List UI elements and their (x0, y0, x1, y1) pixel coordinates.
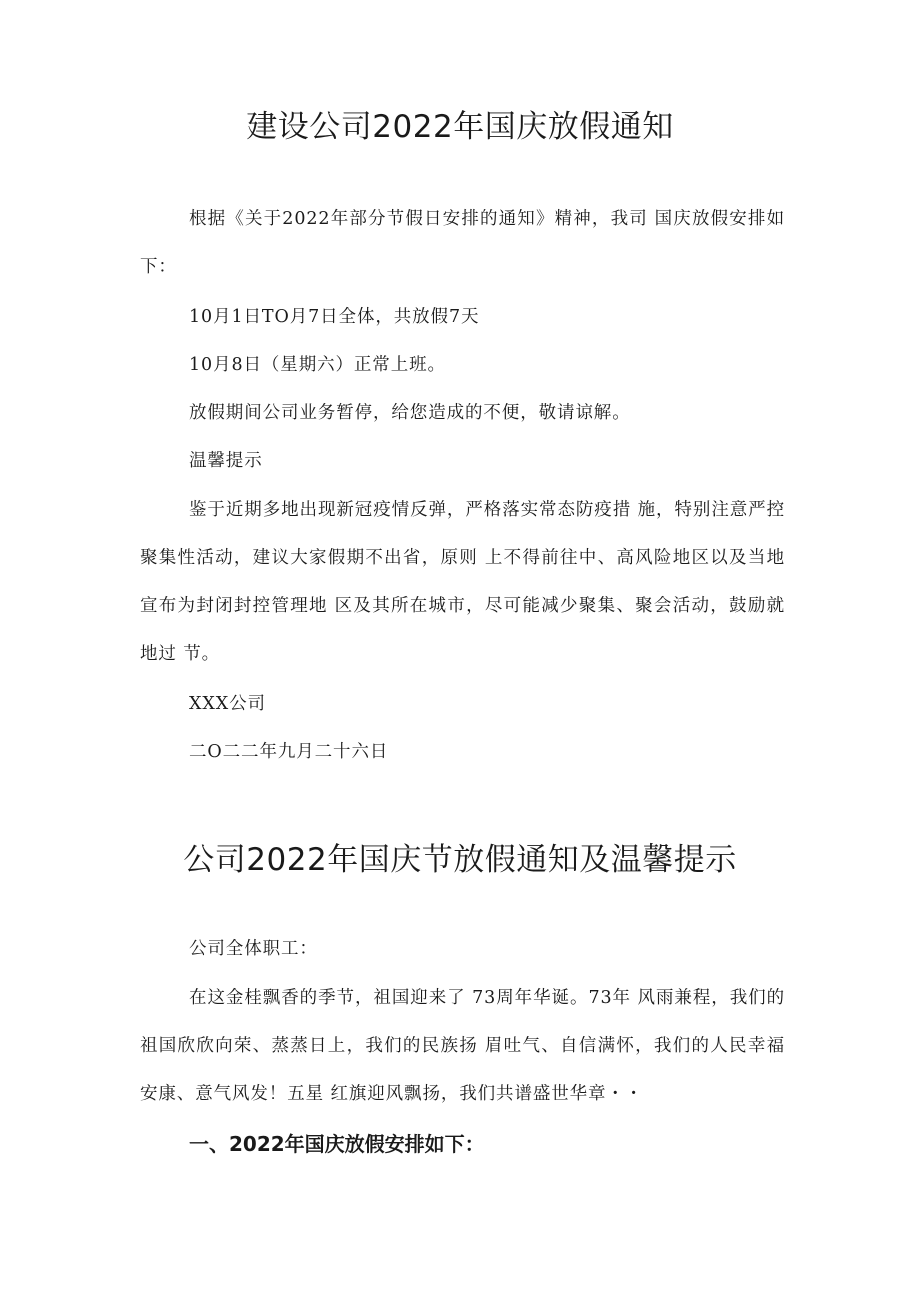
notice2-section-heading: 一、2022年国庆放假安排如下： (189, 1132, 485, 1156)
notice1-apology: 放假期间公司业务暂停，给您造成的不便，敬请谅解。 (189, 403, 631, 423)
notice1-tips-paragraph: 鉴于近期多地出现新冠疫情反弹，严格落实常态防疫措 施，特别注意严控聚集性活动，建议大家假期不出省，原则 上不得前往中、高风险地区以及当地宣布为封闭封控管理地 区及其所在城市，尽可能减少聚集、聚会活动，鼓励就地过 节。 (140, 500, 785, 664)
notice1-work-resume: 10月8日（星期六）正常上班。 (189, 355, 446, 375)
notice1-title: 建设公司2022年国庆放假通知 (246, 109, 674, 145)
notice1-tips-heading: 温馨提示 (189, 451, 263, 471)
notice2-salutation: 公司全体职工： (189, 939, 318, 959)
notice1-intro-paragraph: 根据《关于2022年部分节假日安排的通知》精神，我司 国庆放假安排如下： (140, 209, 785, 277)
notice1-date: 二O二二年九月二十六日 (189, 742, 389, 762)
notice2-intro-paragraph: 在这金桂飘香的季节，祖国迎来了 73周年华诞。73年 风雨兼程，我们的祖国欣欣向荣、蒸蒸日上，我们的民族扬 眉吐气、自信满怀，我们的人民幸福安康、意气风发！五星 红旗迎风飘扬，我们共谱盛世华章・・ (140, 988, 785, 1104)
notice2-title: 公司2022年国庆节放假通知及温馨提示 (183, 842, 737, 878)
notice1-holiday-dates: 10月1日TO月7日全体，共放假7天 (189, 307, 480, 327)
notice1-signature: XXX公司 (189, 694, 266, 714)
